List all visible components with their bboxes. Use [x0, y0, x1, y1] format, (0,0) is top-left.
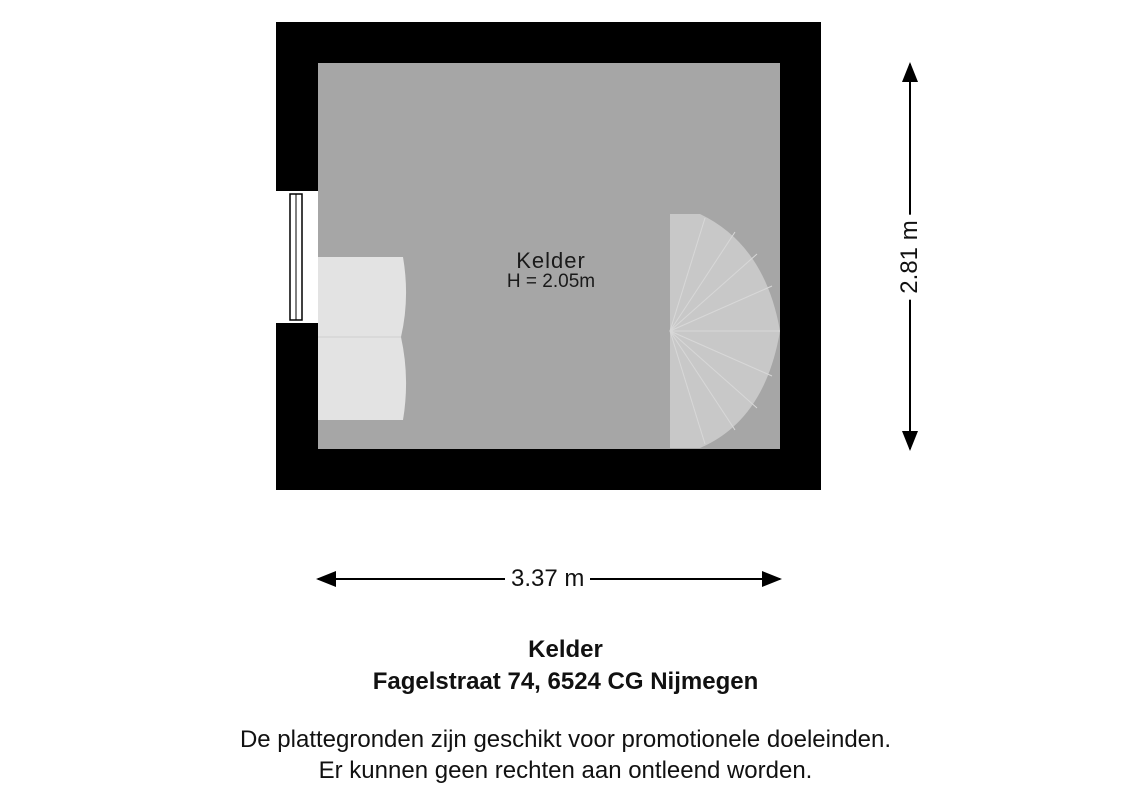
width-dimension-label: 3.37 m	[505, 567, 590, 591]
room-name: Kelder	[516, 248, 586, 273]
address: Fagelstraat 74, 6524 CG Nijmegen	[372, 668, 759, 695]
depth-dimension-label: 2.81 m	[898, 214, 922, 299]
floor-title: Kelder	[528, 636, 603, 663]
fixture	[318, 257, 406, 420]
window	[276, 191, 318, 323]
room-height: H = 2.05m	[506, 271, 596, 292]
disclaimer-line-2: Er kunnen geen rechten aan ontleend worden.	[318, 757, 813, 784]
disclaimer-line-1: De plattegronden zijn geschikt voor promotionele doeleinden.	[239, 726, 892, 753]
